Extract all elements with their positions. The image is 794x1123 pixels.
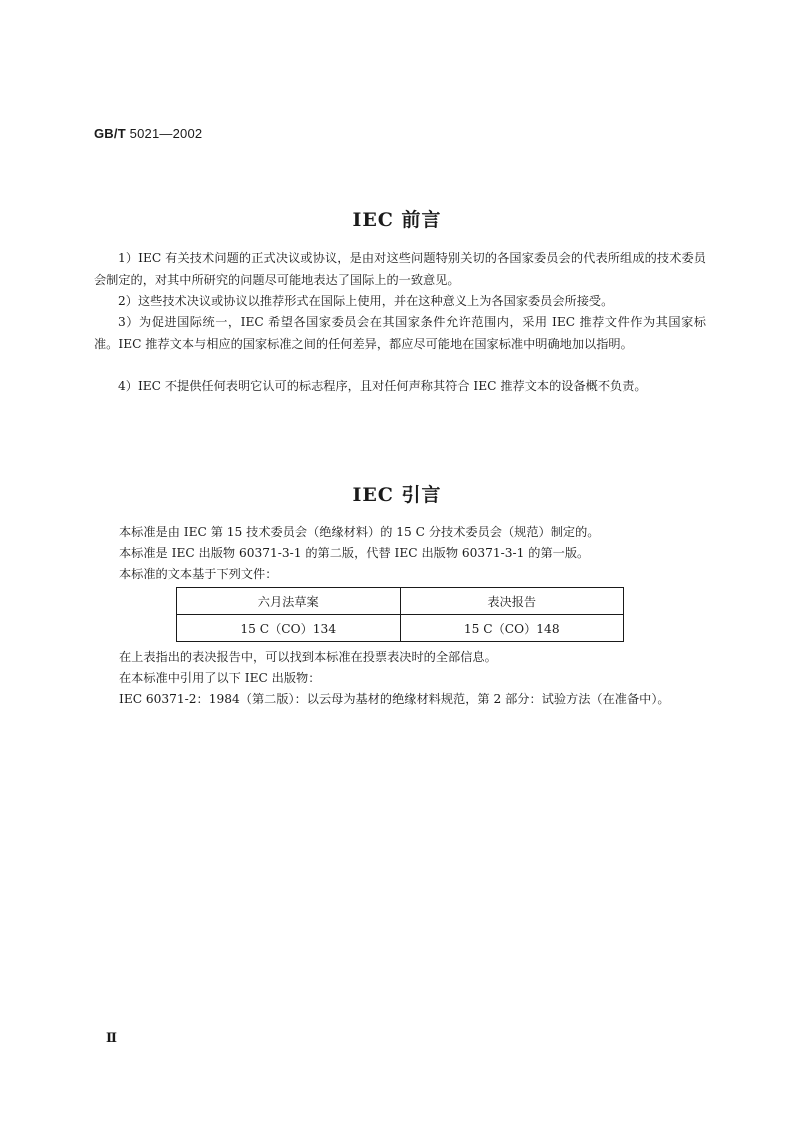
intro-line-3: 本标准的文本基于下列文件：	[119, 567, 278, 581]
intro-line-5: 在本标准中引用了以下 IEC 出版物：	[119, 671, 321, 685]
table-header-draft: 六月法草案	[177, 588, 401, 615]
page-number: Ⅱ	[106, 1030, 117, 1045]
table-header-voting-report: 表决报告	[400, 588, 624, 615]
intro-line-6: IEC 60371-2：1984（第二版）：以云母为基材的绝缘材料规范，第 2 部分：试验方法（在准备中）。	[119, 692, 670, 706]
ballot-table	[176, 587, 624, 642]
table-cell-draft: 15 C（CO）134	[177, 615, 401, 642]
standard-number: 5021—2002	[129, 126, 203, 141]
intro-line-4: 在上表指出的表决报告中，可以找到本标准在投票表决时的全部信息。	[119, 650, 497, 664]
foreword-item-2: 2）这些技术决议或协议以推荐形式在国际上使用，并在这种意义上为各国家委员会所接受。	[118, 294, 614, 308]
table-header-row	[177, 588, 624, 615]
table-cell-voting-report: 15 C（CO）148	[400, 615, 624, 642]
foreword-item-1: 1）IEC 有关技术问题的正式决议或协议，是由对这些问题特别关切的各国家委员会的代表所组成的技术委员会制定的，对其中所研究的问题尽可能地表达了国际上的一致意见。	[94, 251, 706, 287]
intro-line-1: 本标准是由 IEC 第 15 技术委员会（绝缘材料）的 15 C 分技术委员会（规范）制定的。	[119, 525, 600, 539]
table-row	[177, 615, 624, 642]
foreword-item-4: 4）IEC 不提供任何表明它认可的标志程序，且对任何声称其符合 IEC 推荐文本的设备概不负责。	[118, 379, 647, 393]
standard-header	[94, 126, 202, 141]
foreword-title: IEC 前言	[352, 209, 442, 231]
introduction-title: IEC 引言	[352, 484, 442, 506]
standard-code: GB/T	[94, 126, 126, 141]
foreword-item-3: 3）为促进国际统一，IEC 希望各国家委员会在其国家条件允许范围内，采用 IEC 推荐文件作为其国家标准。IEC 推荐文本与相应的国家标准之间的任何差异，都应尽可能地在国家标准中明确地加以指明。	[94, 315, 706, 351]
intro-line-2: 本标准是 IEC 出版物 60371-3-1 的第二版，代替 IEC 出版物 60371-3-1 的第一版。	[119, 546, 590, 560]
